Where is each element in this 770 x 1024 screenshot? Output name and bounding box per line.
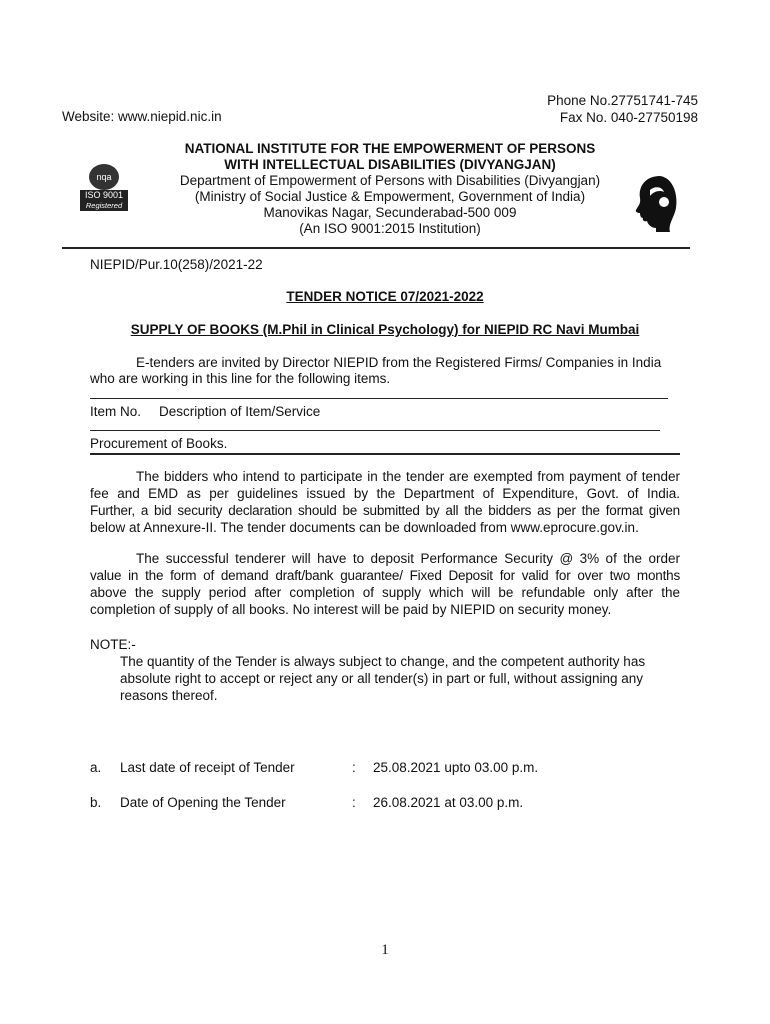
note-heading: NOTE:-: [90, 637, 136, 652]
website-text: Website: www.niepid.nic.in: [62, 109, 222, 124]
para2-line1: The successful tenderer will have to deposit Performance Security @ 3% of the order: [136, 551, 680, 566]
notice-title: TENDER NOTICE 07/2021-2022: [286, 289, 484, 304]
col-item-no: Item No.: [90, 404, 142, 419]
nqa-seal-icon: nqa: [89, 164, 119, 190]
header-divider: [62, 247, 690, 249]
date-row-opening: [90, 795, 690, 813]
note-line1: The quantity of the Tender is always subject to change, and the competent authority has: [120, 654, 646, 669]
page-number: 1: [381, 942, 389, 958]
col-description: Description of Item/Service: [159, 404, 321, 419]
iso-line: (An ISO 9001:2015 Institution): [299, 221, 481, 236]
institute-name-line1: NATIONAL INSTITUTE FOR THE EMPOWERMENT OF PERSONS: [184, 141, 596, 156]
table-top-rule: [90, 398, 668, 399]
department-line: Department of Empowerment of Persons with Disabilities (Divyangjan): [179, 173, 601, 188]
table-row-procurement: Procurement of Books.: [90, 436, 228, 451]
table-mid-rule: [90, 430, 660, 431]
date-letter: b.: [90, 795, 102, 810]
para1-line2: fee and EMD as per guidelines issued by the Department of Expenditure, Govt. of India.: [90, 486, 680, 501]
notice-subject: SUPPLY OF BOOKS (M.Phil in Clinical Psychology) for NIEPID RC Navi Mumbai: [130, 322, 640, 337]
date-value: 25.08.2021 upto 03.00 p.m.: [373, 760, 539, 775]
date-letter: a.: [90, 760, 102, 775]
date-label: Date of Opening the Tender: [120, 795, 286, 810]
date-value: 26.08.2021 at 03.00 p.m.: [373, 795, 524, 810]
para1-line1: The bidders who intend to participate in the tender are exempted from payment of tender: [136, 469, 680, 484]
ministry-line: (Ministry of Social Justice & Empowerment, Government of India): [194, 189, 586, 204]
para1-line4: below at Annexure-II. The tender documents can be downloaded from www.eprocure.gov.in.: [90, 520, 639, 535]
fax-number: Fax No. 040-27750198: [559, 110, 698, 125]
para2-line4: completion of supply of all books. No interest will be paid by NIEPID on security money.: [90, 602, 612, 617]
date-separator: :: [352, 760, 356, 775]
para2-line2: value in the form of demand draft/bank guarantee/ Fixed Deposit for valid for over two months: [90, 568, 680, 583]
para1-line3: Further, a bid security declaration should be submitted by all the bidders as per the format given: [90, 503, 680, 518]
institute-name-line2: WITH INTELLECTUAL DISABILITIES (DIVYANGJAN): [224, 157, 556, 172]
date-label: Last date of receipt of Tender: [120, 760, 295, 775]
note-line3: reasons thereof.: [120, 688, 218, 703]
date-row-receipt: [90, 760, 690, 778]
reference-number: NIEPID/Pur.10(258)/2021-22: [90, 257, 263, 272]
phone-number: Phone No.27751741-745: [547, 93, 698, 108]
iso-logo: nqa ISO 9001 Registered: [80, 164, 128, 212]
table-bottom-rule: [90, 453, 680, 455]
address-line: Manovikas Nagar, Secunderabad-500 009: [263, 205, 517, 220]
para2-line3: above the supply period after completion of supply which will be refundable only after the: [90, 585, 680, 600]
intro-line-1: E-tenders are invited by Director NIEPID from the Registered Firms/ Companies in India: [136, 355, 662, 370]
date-separator: :: [352, 795, 356, 810]
intro-line-2: who are working in this line for the following items.: [90, 371, 391, 386]
note-line2: absolute right to accept or reject any or all tender(s) in part or full, without assigning any: [120, 671, 644, 686]
